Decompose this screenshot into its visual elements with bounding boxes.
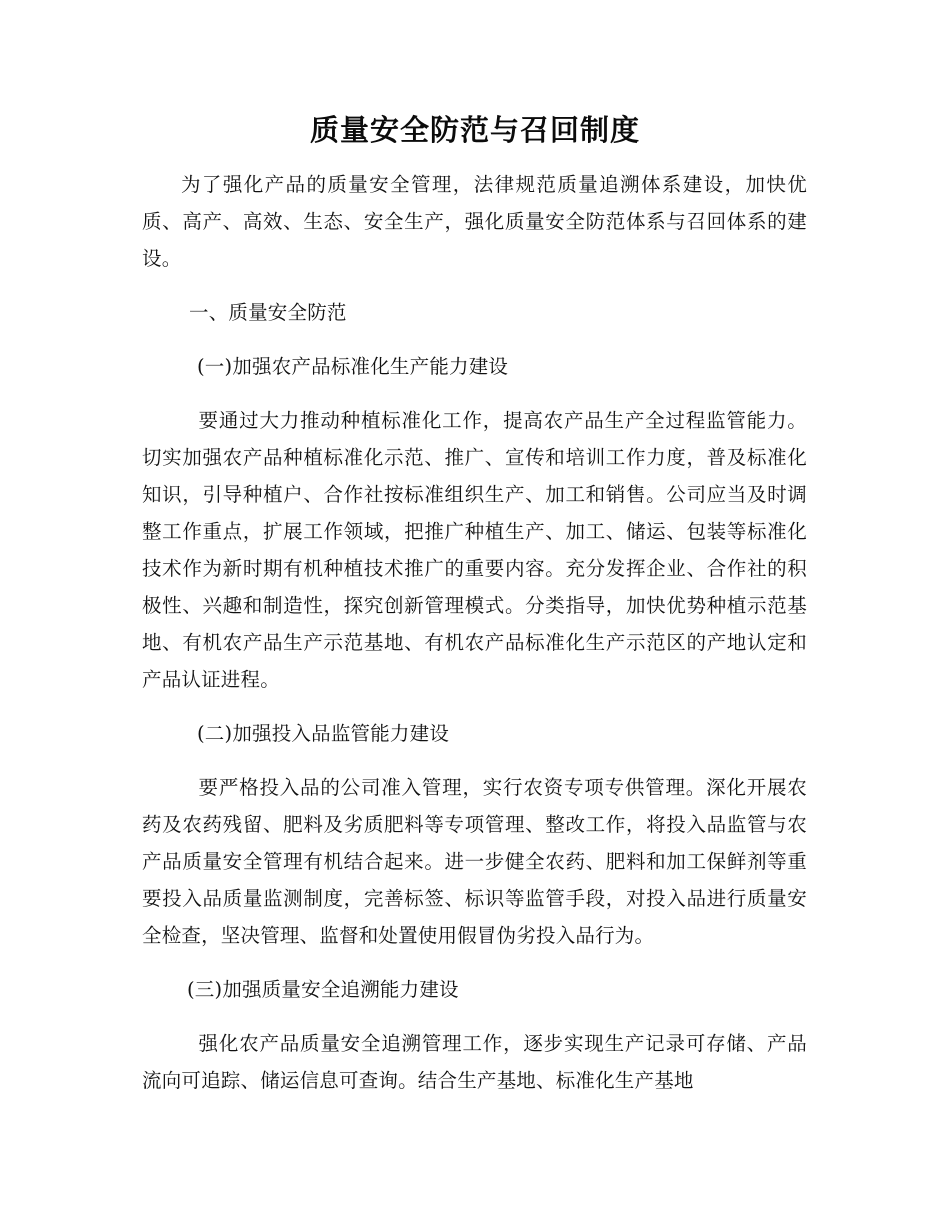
subsection-heading-standardization: (一)加强农产品标准化生产能力建设 <box>197 355 509 378</box>
document-body <box>142 166 807 1116</box>
subsection-body-traceability: 强化农产品质量安全追溯管理工作，逐步实现生产记录可存储、产品流向可追踪、储运信息可查询。结合生产基地、标准化生产基地 <box>142 1032 807 1092</box>
document-title: 质量安全防范与召回制度 <box>309 113 640 147</box>
subsection-body-input-supervision: 要严格投入品的公司准入管理，实行农资专项专供管理。深化开展农药及农药残留、肥料及劣质肥料等专项管理、整改工作，将投入品监管与农产品质量安全管理有机结合起来。进一步健全农药、肥料和加工保鲜剂等重要投入品质量监测制度，完善标签、标识等监管手段，对投入品进行质量安全检查，坚决管理、监督和处置使用假冒伪劣投入品行为。 <box>142 776 807 947</box>
subsection-heading-traceability: (三)加强质量安全追溯能力建设 <box>187 978 459 1001</box>
section-heading-quality-safety-prevention: 一、质量安全防范 <box>189 301 347 324</box>
subsection-heading-input-supervision: (二)加强投入品监管能力建设 <box>197 722 450 745</box>
subsection-body-standardization: 要通过大力推动种植标准化工作，提高农产品生产全过程监管能力。切实加强农产品种植标准化示范、推广、宣传和培训工作力度，普及标准化知识，引导种植户、合作社按标准组织生产、加工和销售。公司应当及时调整工作重点，扩展工作领域，把推广种植生产、加工、储运、包装等标准化技术作为新时期有机种植技术推广的重要内容。充分发挥企业、合作社的积极性、兴趣和制造性，探究创新管理模式。分类指导，加快优势种植示范基地、有机农产品生产示范基地、有机农产品标准化生产示范区的产地认定和产品认证进程。 <box>142 409 807 691</box>
intro-paragraph: 为了强化产品的质量安全管理，法律规范质量追溯体系建设，加快优质、高产、高效、生态、安全生产，强化质量安全防范体系与召回体系的建设。 <box>142 173 807 270</box>
